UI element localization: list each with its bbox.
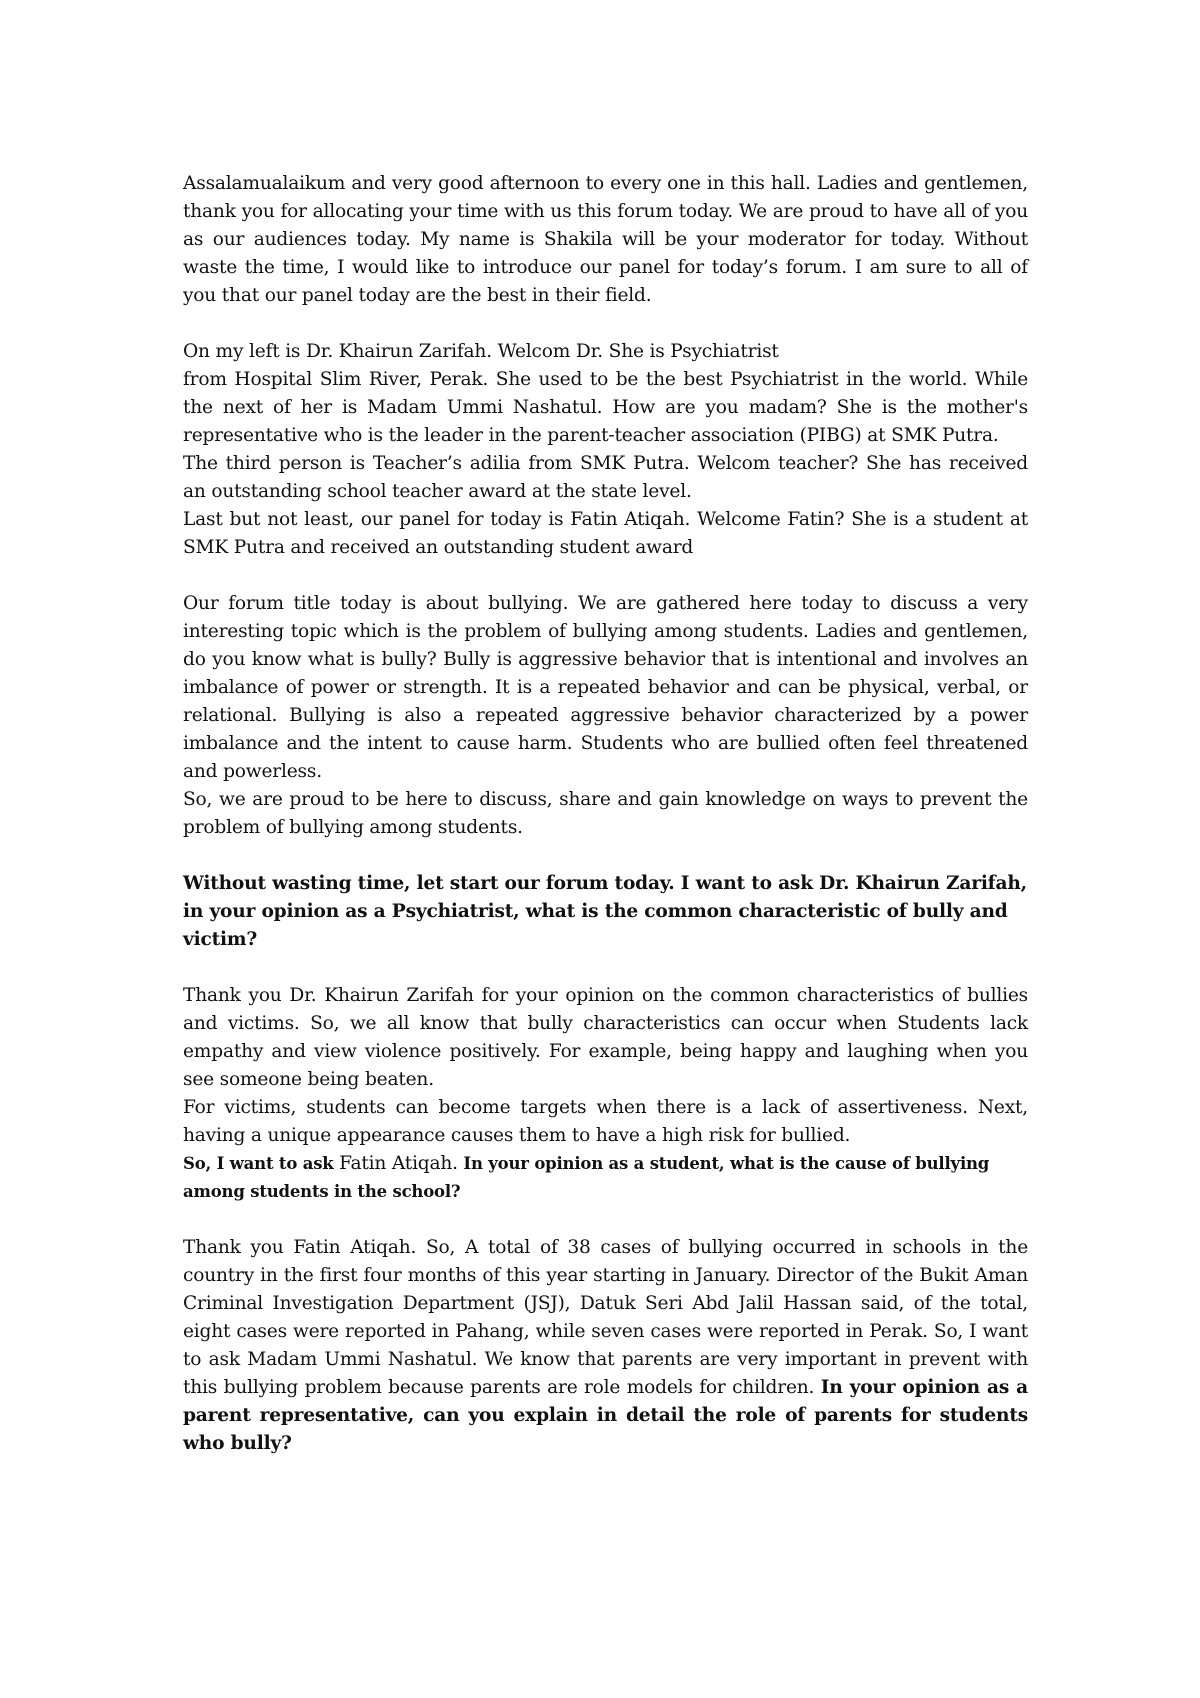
response-one-paragraph: Thank you Dr. Khairun Zarifah for your opinion on the common characteristics of bullies and victims. So, we all know that bully characteristics can occur when Students lack empathy and view violence positively. For example, being happy and laughing when you see someone being beaten. — [183, 985, 1028, 1090]
topic-closing: So, we are proud to be here to discuss, share and gain knowledge on ways to prevent the problem of bullying among students. — [183, 789, 1028, 838]
question-two — [183, 1150, 1028, 1206]
intro-paragraph: Assalamualaikum and very good afternoon to every one in this hall. Ladies and gentlemen, thank you for allocating your time with us this forum today. We are proud to have all of you as our audiences today. My name is Shakila will be your moderator for today. Without waste the time, I would like to introduce our panel for today’s forum. I am sure to all of you that our panel today are the best in their field. — [183, 173, 1028, 306]
panel-fourth-speaker: Last but not least, our panel for today is Fatin Atiqah. Welcome Fatin? She is a student at SMK Putra and received an outstanding student award — [183, 509, 1028, 558]
question-three: In your opinion as a parent representative, can you explain in detail the role of parents for students who bully? — [183, 1377, 1028, 1454]
document-body — [183, 170, 1028, 1458]
question-one: Without wasting time, let start our forum today. I want to ask Dr. Khairun Zarifah, in your opinion as a Psychiatrist, what is the common characteristic of bully and victim? — [183, 873, 1027, 950]
question-two-name: Fatin Atiqah. — [339, 1153, 458, 1174]
response-two-text: Thank you Fatin Atiqah. So, A total of 38 cases of bullying occurred in schools in the country in the first four months of this year starting in January. Director of the Bukit Aman Criminal Investigation Department (JSJ), Datuk Seri Abd Jalil Hassan said, of the total, eight cases were reported in Pahang, while seven cases were reported in Perak. So, I want to ask Madam Ummi Nashatul. We know that parents are very important in prevent with this bullying problem because parents are role models for children. — [183, 1237, 1028, 1398]
panel-intro-line: On my left is Dr. Khairun Zarifah. Welcom Dr. She is Psychiatrist — [183, 341, 779, 362]
question-two-lead: So, I want to ask — [183, 1154, 340, 1173]
response-one-victims: For victims, students can become targets when there is a lack of assertiveness. Next, having a unique appearance causes them to have a high risk for bullied. — [183, 1097, 1028, 1146]
question-two-text: In your opinion as a student, what is the cause of bullying among students in the school? — [183, 1154, 990, 1201]
response-two-paragraph — [183, 1234, 1028, 1458]
panel-first-speaker: from Hospital Slim River, Perak. She used to be the best Psychiatrist in the world. While the next of her is Madam Ummi Nashatul. How are you madam? She is the mother's representative who is the leader in the parent-teacher association (PIBG) at SMK Putra. — [183, 369, 1028, 446]
topic-paragraph: Our forum title today is about bullying. We are gathered here today to discuss a very interesting topic which is the problem of bullying among students. Ladies and gentlemen, do you know what is bully? Bully is aggressive behavior that is intentional and involves an imbalance of power or strength. It is a repeated behavior and can be physical, verbal, or relational. Bullying is also a repeated aggressive behavior characterized by a power imbalance and the intent to cause harm. Students who are bullied often feel threatened and powerless. — [183, 593, 1028, 782]
panel-third-speaker: The third person is Teacher’s adilia from SMK Putra. Welcom teacher? She has received an outstanding school teacher award at the state level. — [183, 453, 1028, 502]
